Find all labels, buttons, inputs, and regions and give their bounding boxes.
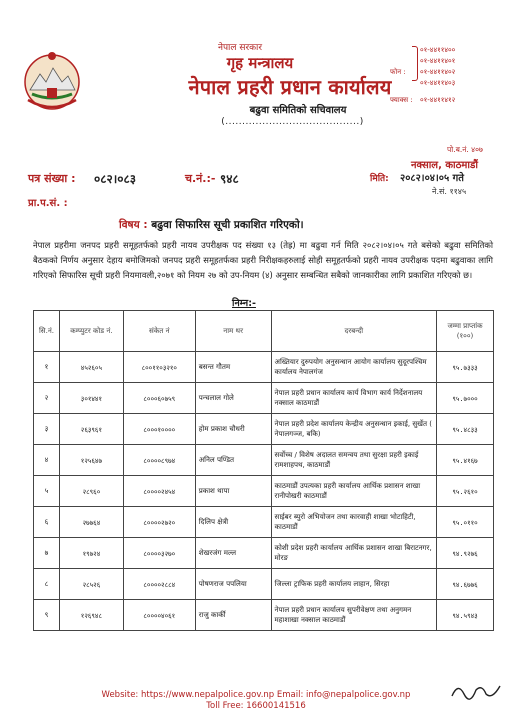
score-cell: ९५.७३३३ [437,352,494,383]
phone-brace [412,46,418,81]
name-cell: बसन्त गौतम [195,352,271,383]
nepal-sambat-date: ने.सं. ११४५ [432,187,467,196]
table-row [34,538,494,569]
column-header: सि.नं. [34,311,60,352]
phone-number: ०१-४४११४०० [420,46,456,54]
score-cell: ९४.६७७६ [437,569,494,600]
name-cell: पोषणराज पपलिया [195,569,271,600]
score-cell: ९५.४१६७ [437,445,494,476]
computer-code-cell: ३०१४४१ [59,383,123,414]
list-heading: निम्न:- [232,298,256,309]
posting-cell: जिल्ला ट्राफिक प्रहरी कार्यालय लाहान, सिरहा [271,569,437,600]
computer-code-cell: २८५२६ [59,569,123,600]
subject [119,218,304,232]
symbol-no-cell: ८०००६०७५९ [123,383,195,414]
serial-no-cell: ८ [34,569,60,600]
score-cell: ९४.५९४३ [437,600,494,631]
table-row [34,414,494,445]
score-cell: ९५.४८३३ [437,414,494,445]
dispatch-no-label: च.नं.:- [185,172,216,185]
posting-cell: साईबर ब्युरो अभियोजन तथा कारवाही शाखा भोटाहिटी, काठमाडौं [271,507,437,538]
column-header: कम्प्युटर कोड नं. [59,311,123,352]
phone-number: ०१-४४११४०२ [420,68,456,76]
table-row [34,352,494,383]
computer-code-cell: २७७६४ [59,507,123,538]
computer-code-cell: १२६९४८ [59,600,123,631]
letter-no-label: पत्र संख्या : [28,172,76,185]
serial-no-cell: ५ [34,476,60,507]
name-cell: प्रकाश थापा [195,476,271,507]
body-paragraph: नेपाल प्रहरीमा जनपद प्रहरी समूहतर्फको प्रहरी नायव उपरीक्षक पद संख्या १३ (तेह्र) मा बढुवा गर्न मिति २०८२।०४।०५ गते बसेको बढुवा समितिको बैठकको निर्णय अनुसार देहाय बमोजिमको जनपद प्रहरी समूहतर्फका प्रहरी निरीक्षकहरुलाई सोही समूहतर्फको प्रहरी नायव उपरीक्षक पदमा बढुवाका लागि गरिएको सिफारिस सूची प्रहरी नियमावली,२०७१ को नियम २७ को उप-नियम (४) अनुसार सम्बन्धित सबैको जानकारीका लागि प्रकाशित गरिएको छ। [33,240,493,280]
name-cell: अनिल पण्डित [195,445,271,476]
computer-code-cell: १२५६४७ [59,445,123,476]
computer-code-cell: १९७२४ [59,538,123,569]
fax-number: ०१-४४११४१२ [420,96,456,104]
symbol-no-cell: ८००००३२७० [123,538,195,569]
dispatch-no: ९४८ [220,172,239,186]
nepal-emblem-icon [22,50,82,112]
dotted-line: (........................................) [221,117,364,127]
serial-no-cell: २ [34,383,60,414]
computer-code-cell: २६३९६१ [59,414,123,445]
footer-toll-free: Toll Free: 16600141516 [206,701,306,711]
table-header-row [34,311,494,352]
table-row [34,476,494,507]
serial-no-cell: ६ [34,507,60,538]
serial-no-cell: १ [34,352,60,383]
name-cell: होम प्रकाश चौधरी [195,414,271,445]
phone-number: ०१-४४११४०१ [420,57,456,65]
posting-cell: नेपाल प्रहरी प्रधान कार्यालय कार्य विभाग कार्य निर्देशनालय नक्साल काठमाडौं [271,383,437,414]
score-cell: ९५.०११० [437,507,494,538]
subject-label: विषय : [119,219,148,231]
table-row [34,569,494,600]
recipient: प्रा.प.सं. : [28,198,68,209]
footer [0,690,512,712]
symbol-no-cell: ८००००२७२० [123,507,195,538]
column-header: नाम थर [195,311,271,352]
symbol-no-cell: ८००११०३२१० [123,352,195,383]
posting-cell: कोशी प्रदेश प्रहरी कार्यालय आर्थिक प्रशासन शाखा बिराटनगर, मोरङ [271,538,437,569]
letter-no: ०८२।०८३ [94,172,136,186]
posting-cell: नेपाल प्रहरी प्रदेश कार्यालय केन्द्रीय अनुसन्धान इकाई, सुर्खेत ( नेपालगञ्ज, बकि) [271,414,437,445]
symbol-no-cell: ८००००२४५४ [123,476,195,507]
serial-no-cell: ७ [34,538,60,569]
fax-label: फ्याक्स : [390,96,413,104]
table-row [34,445,494,476]
serial-no-cell: ९ [34,600,60,631]
column-header: संकेत नं [123,311,195,352]
posting-cell: काठमाडौं उपत्यका प्रहरी कार्यालय आर्थिक प्रशासन शाखा रानीपोखरी काठमाडौं [271,476,437,507]
name-cell: पन्चलाल गोले [195,383,271,414]
post-box: पो.ब.नं. ४०७ [447,145,483,154]
gov-label: नेपाल सरकार [217,43,263,53]
column-header: जम्मा प्राप्तांक (१००) [437,311,494,352]
serial-no-cell: ३ [34,414,60,445]
footer-website: Website: https://www.nepalpolice.gov.np Email: info@nepalpolice.gov.np [101,690,411,700]
subject-text: बढुवा सिफारिस सूची प्रकाशित गरिएको। [151,219,304,231]
symbol-no-cell: ८००००८९७४ [123,445,195,476]
place: नक्साल, काठमाडौं [411,160,478,171]
computer-code-cell: ४५२६०५ [59,352,123,383]
symbol-no-cell: ८००००४०६१ [123,600,195,631]
name-cell: राजु कार्की [195,600,271,631]
office-name: नेपाल प्रहरी प्रधान कार्यालय [188,75,392,99]
ministry-name: गृह मन्त्रालय [226,54,294,72]
recommendation-table [33,310,494,631]
symbol-no-cell: ८०००१०००० [123,414,195,445]
symbol-no-cell: ८००००२८८४ [123,569,195,600]
table-row [34,383,494,414]
posting-cell: अख्तियार दुरुपयोग अनुसन्धान आयोग कार्यालय सुदूरपश्चिम कार्यालय नेपालगंज [271,352,437,383]
name-cell: दिलिप क्षेत्री [195,507,271,538]
score-cell: ९५.७००० [437,383,494,414]
column-header: दरबन्दी [271,311,437,352]
table-row [34,600,494,631]
name-cell: शेखरजंग मल्ल [195,538,271,569]
date: २०८२।०४।०५ गते [400,173,464,184]
serial-no-cell: ४ [34,445,60,476]
secretariat-name: बढुवा समितिको सचिवालय [249,105,347,116]
posting-cell: सर्वोच्च / विशेष अदालत समन्वय तथा सुरक्षा प्रहरी इकाई रामशाहपथ, काठमाडौं [271,445,437,476]
table-row [34,507,494,538]
score-cell: ९५.२६१० [437,476,494,507]
phone-number: ०१-४४११४०३ [420,79,456,87]
score-cell: ९४.९२७६ [437,538,494,569]
date-label: मिति: [370,174,389,184]
computer-code-cell: २८९६० [59,476,123,507]
phone-label: फोन : [390,68,406,76]
posting-cell: नेपाल प्रहरी प्रधान कार्यालय सुपरीवेक्षण तथा अनुगमन महाशाखा नक्साल काठमाडौं [271,600,437,631]
